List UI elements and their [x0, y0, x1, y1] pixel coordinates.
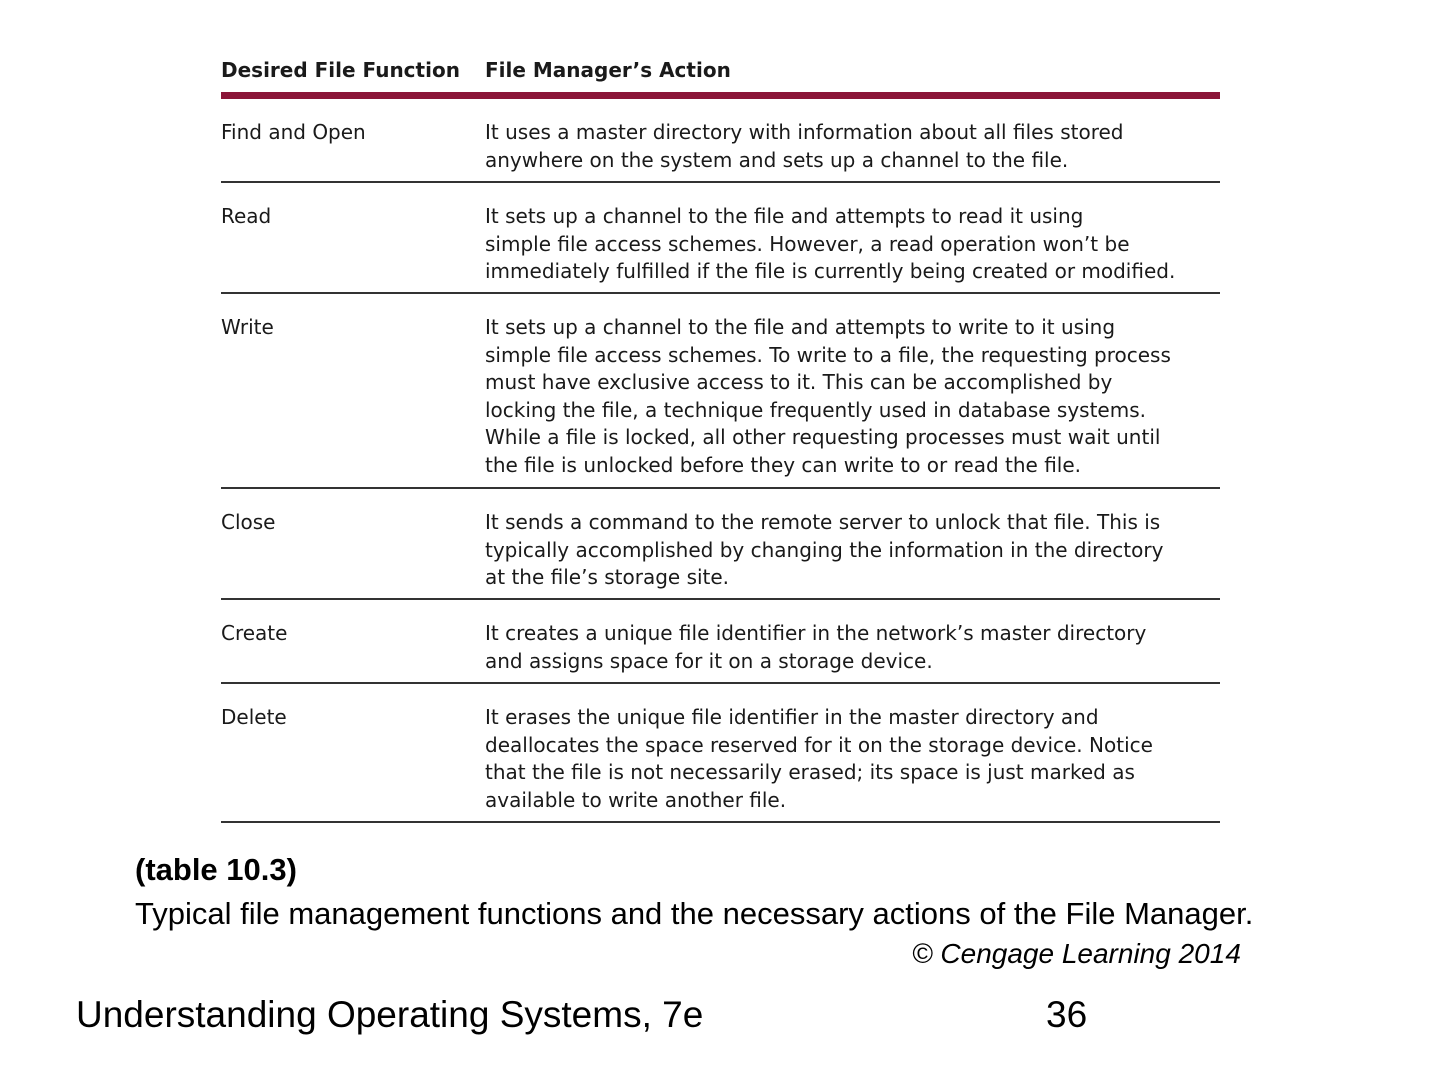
footer-book-title: Understanding Operating Systems, 7e	[76, 994, 704, 1035]
page-number: 36	[1046, 994, 1088, 1035]
header-action: File Manager’s Action	[485, 58, 731, 82]
copyright-credit: © Cengage Learning 2014	[912, 938, 1241, 969]
row-action: It sends a command to the remote server to unlock that file. This is typically accomplished by changing the information in the directory at the file’s storage site.	[485, 510, 1164, 589]
row-function: Write	[221, 315, 274, 339]
row-function: Find and Open	[221, 120, 366, 144]
row-function: Delete	[221, 705, 287, 729]
table-row	[221, 489, 1220, 600]
table-header	[221, 58, 1220, 92]
file-functions-table	[221, 58, 1220, 823]
row-action: It erases the unique file identifier in the master directory and deallocates the space reserved for it on the storage device. Notice that the file is not necessarily erased; its space is just marked as available to write another file.	[485, 705, 1153, 812]
table-row	[221, 600, 1220, 684]
caption-title: (table 10.3)	[135, 852, 297, 887]
row-action: It sets up a channel to the file and attempts to read it using simple file access schemes. However, a read operation won’t be immediately fulfilled if the file is currently being created or modified.	[485, 204, 1176, 283]
row-function: Close	[221, 510, 276, 534]
row-action: It uses a master directory with information about all files stored anywhere on the system and sets up a channel to the file.	[485, 120, 1124, 172]
caption-text: Typical file management functions and the necessary actions of the File Manager.	[135, 896, 1254, 931]
header-function: Desired File Function	[221, 58, 460, 82]
table-row	[221, 684, 1220, 823]
row-function: Create	[221, 621, 288, 645]
table-row	[221, 294, 1220, 489]
row-action: It creates a unique file identifier in the network’s master directory and assigns space for it on a storage device.	[485, 621, 1147, 673]
header-rule	[221, 92, 1220, 99]
table-row	[221, 99, 1220, 183]
table-row	[221, 183, 1220, 294]
row-action: It sets up a channel to the file and attempts to write to it using simple file access schemes. To write to a file, the requesting process must have exclusive access to it. This can be accomplished by locking the file, a technique frequently used in database systems. While a file is locked, all other requesting processes must wait until the file is unlocked before they can write to or read the file.	[485, 315, 1171, 477]
row-function: Read	[221, 204, 272, 228]
table-caption	[135, 848, 1295, 936]
